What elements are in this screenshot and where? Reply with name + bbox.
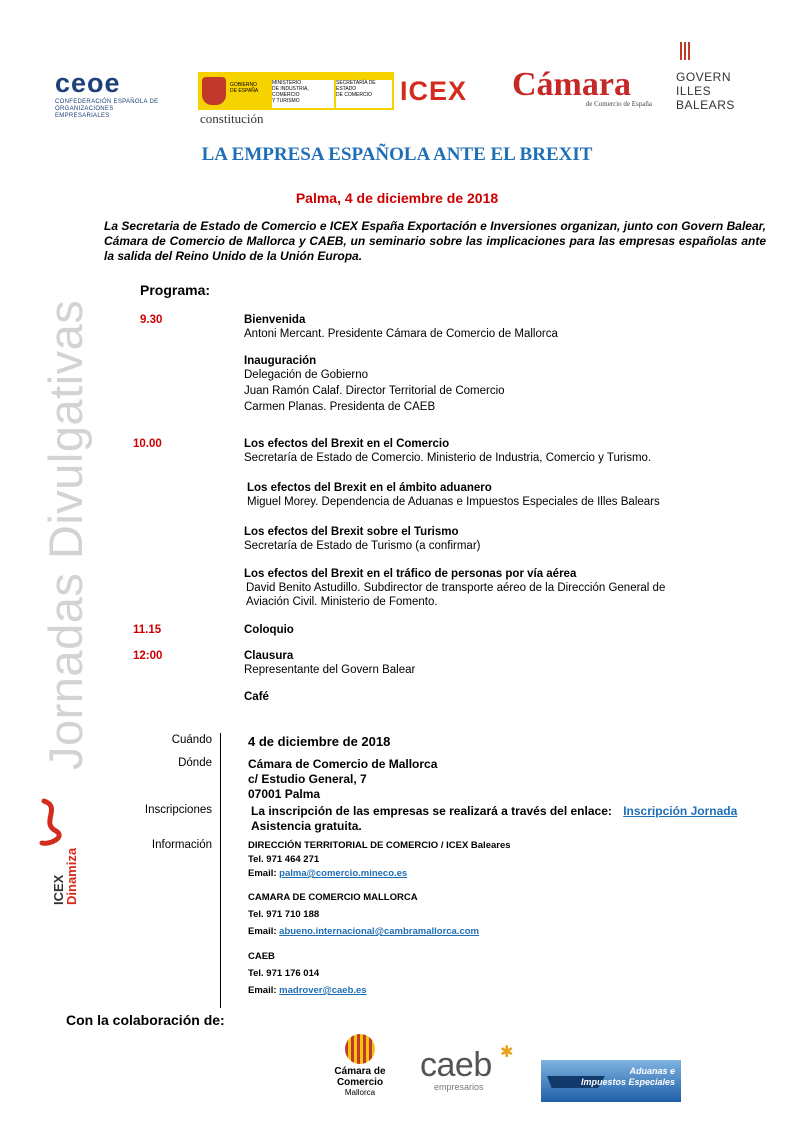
icex-dinamiza-word: Dinamiza bbox=[64, 847, 79, 905]
ceoe-wordmark: ceoe bbox=[55, 68, 121, 98]
secretaria-text-1: SECRETARÍA DE ESTADO bbox=[336, 80, 376, 92]
aduanero-heading: Los efectos del Brexit en el ámbito aduanero bbox=[247, 482, 492, 494]
comercio-heading: Los efectos del Brexit en el Comercio bbox=[244, 438, 450, 450]
time-930: 9.30 bbox=[140, 314, 163, 326]
event-date: Palma, 4 de diciembre de 2018 bbox=[295, 190, 499, 206]
donde-line-3: 07001 Palma bbox=[248, 787, 321, 801]
asistencia-gratuita: Asistencia gratuita. bbox=[251, 819, 362, 833]
icex-logo: ICEX bbox=[400, 76, 468, 106]
contact-2-email-link[interactable]: abueno.internacional@cambramallorca.com bbox=[279, 926, 480, 937]
contact-1-email-link[interactable]: palma@comercio.mineco.es bbox=[279, 868, 408, 879]
camara-mallorca-emblem-icon bbox=[345, 1034, 375, 1064]
contact-1-tel: Tel. 971 464 271 bbox=[248, 854, 320, 865]
govern-text-1: GOVERN bbox=[676, 70, 732, 84]
cuando-label: Cuándo bbox=[171, 734, 212, 746]
inauguracion-line-3: Carmen Planas. Presidenta de CAEB bbox=[244, 401, 436, 413]
govern-logo bbox=[676, 42, 756, 112]
donde-label: Dónde bbox=[178, 757, 212, 769]
aduanas-logo bbox=[541, 1060, 681, 1102]
turismo-text: Secretaría de Estado de Turismo (a confirmar) bbox=[244, 540, 481, 552]
time-1000: 10.00 bbox=[133, 438, 162, 450]
clausura-text: Representante del Govern Balear bbox=[244, 664, 416, 676]
caeb-logo bbox=[420, 1044, 520, 1092]
clausura-heading: Clausura bbox=[244, 650, 294, 662]
camara-mallorca-text-2: Mallorca bbox=[344, 1088, 376, 1097]
ceoe-subtitle-1: CONFEDERACIÓN ESPAÑOLA DE bbox=[55, 99, 159, 105]
gobierno-text-1: GOBIERNO bbox=[230, 82, 257, 88]
inauguracion-heading: Inauguración bbox=[244, 355, 317, 367]
secretaria-text-2: DE COMERCIO bbox=[336, 92, 372, 98]
govern-text-3: BALEARS bbox=[676, 98, 735, 112]
donde-line-1: Cámara de Comercio de Mallorca bbox=[248, 757, 438, 771]
icex-dinamiza-text bbox=[52, 848, 78, 905]
ministerio-text-1: MINISTERIO bbox=[272, 80, 302, 86]
ministerio-text-2: DE INDUSTRIA, COMERCIO bbox=[272, 86, 309, 98]
camara-mallorca-logo bbox=[310, 1034, 410, 1097]
contact-1-email-label: Email: bbox=[248, 868, 277, 879]
inscripcion-jornada-link[interactable]: Inscripción Jornada bbox=[623, 804, 738, 818]
aduanas-text-1: Aduanas e bbox=[629, 1066, 675, 1076]
programa-heading: Programa: bbox=[140, 282, 211, 298]
aduanero-text: Miguel Morey. Dependencia de Aduanas e Impuestos Especiales de Illes Balears bbox=[247, 496, 660, 508]
informacion-label: Información bbox=[151, 839, 212, 851]
info-divider bbox=[220, 733, 221, 1008]
time-1115: 11.15 bbox=[133, 624, 162, 636]
ceoe-logo bbox=[55, 68, 165, 120]
donde-line-2: c/ Estudio General, 7 bbox=[248, 772, 367, 786]
cuando-value: 4 de diciembre de 2018 bbox=[248, 734, 391, 749]
sidebar-jornadas-divulgativas: Jornadas Divulgativas bbox=[39, 299, 92, 770]
ceoe-subtitle-2: ORGANIZACIONES EMPRESARIALES bbox=[55, 106, 114, 119]
camara-subtitle: de Comercio de España bbox=[585, 100, 652, 108]
caeb-star-icon: ✱ bbox=[500, 1044, 514, 1061]
camara-wordmark: Cámara bbox=[512, 66, 631, 103]
caeb-subtitle: empresarios bbox=[434, 1082, 484, 1092]
ministerio-text-3: Y TURISMO bbox=[272, 98, 300, 104]
intro-paragraph: La Secretaria de Estado de Comercio e ICEX España Exportación e Inversiones organizan, junto con Govern Balear, Cámara de Comercio de Mallorca y CAEB, un seminario sobre las implicaciones para las empresas españolas ante la salida del Reino Unido de la Unión Europa. bbox=[104, 219, 766, 263]
contact-3-email-link[interactable]: madrover@caeb.es bbox=[279, 985, 367, 996]
contact-1-name: DIRECCIÓN TERRITORIAL DE COMERCIO / ICEX Baleares bbox=[248, 840, 511, 851]
coloquio: Coloquio bbox=[244, 624, 294, 636]
comercio-text: Secretaría de Estado de Comercio. Ministerio de Industria, Comercio y Turismo. bbox=[244, 452, 652, 464]
inauguracion-line-2: Juan Ramón Calaf. Director Territorial de Comercio bbox=[244, 385, 505, 397]
camara-mallorca-text-1: Cámara de Comercio bbox=[334, 1066, 386, 1088]
contact-2-email-label: Email: bbox=[248, 926, 277, 937]
coat-of-arms-icon bbox=[202, 77, 226, 105]
inscripciones-text: La inscripción de las empresas se realizará a través del enlace: bbox=[251, 804, 612, 818]
inauguracion-line-1: Delegación de Gobierno bbox=[244, 369, 369, 381]
icex-dinamiza-icex: ICEX bbox=[51, 874, 66, 905]
turismo-heading: Los efectos del Brexit sobre el Turismo bbox=[244, 526, 459, 538]
icex-dinamiza-logo bbox=[36, 797, 86, 907]
contact-3-tel: Tel. 971 176 014 bbox=[248, 968, 320, 979]
colaboracion-heading: Con la colaboración de: bbox=[66, 1012, 225, 1028]
inscripciones-label: Inscripciones bbox=[144, 804, 212, 816]
gobierno-logo bbox=[198, 72, 394, 110]
contact-direccion bbox=[248, 839, 568, 881]
contact-camara bbox=[248, 891, 568, 939]
gobierno-text-2: DE ESPAÑA bbox=[230, 88, 259, 94]
govern-flag-icon bbox=[680, 42, 692, 60]
govern-text-2: ILLES bbox=[676, 84, 712, 98]
page-title: LA EMPRESA ESPAÑOLA ANTE EL BREXIT bbox=[201, 144, 593, 165]
contact-2-name: CAMARA DE COMERCIO MALLORCA bbox=[248, 892, 418, 903]
bienvenida-text: Antoni Mercant. Presidente Cámara de Comercio de Mallorca bbox=[244, 328, 558, 340]
cafe: Café bbox=[244, 691, 269, 703]
aerea-text-2: Aviación Civil. Ministerio de Fomento. bbox=[246, 596, 438, 608]
dinamiza-swirl-icon bbox=[36, 797, 66, 847]
aerea-heading: Los efectos del Brexit en el tráfico de personas por vía aérea bbox=[244, 568, 577, 580]
contact-3-email-label: Email: bbox=[248, 985, 277, 996]
time-1200: 12:00 bbox=[133, 650, 163, 662]
caeb-wordmark: caeb bbox=[420, 1046, 492, 1084]
contact-3-name: CAEB bbox=[248, 951, 275, 962]
contact-2-tel: Tel. 971 710 188 bbox=[248, 909, 320, 920]
aerea-text-1: David Benito Astudillo. Subdirector de transporte aéreo de la Dirección General de bbox=[246, 582, 666, 594]
program-col bbox=[244, 314, 744, 342]
contact-caeb bbox=[248, 950, 568, 998]
camara-espana-logo bbox=[512, 66, 652, 108]
bienvenida-heading: Bienvenida bbox=[244, 314, 306, 326]
constitucion-logo: constitución bbox=[200, 111, 264, 126]
aduanas-text-2: Impuestos Especiales bbox=[580, 1077, 675, 1087]
